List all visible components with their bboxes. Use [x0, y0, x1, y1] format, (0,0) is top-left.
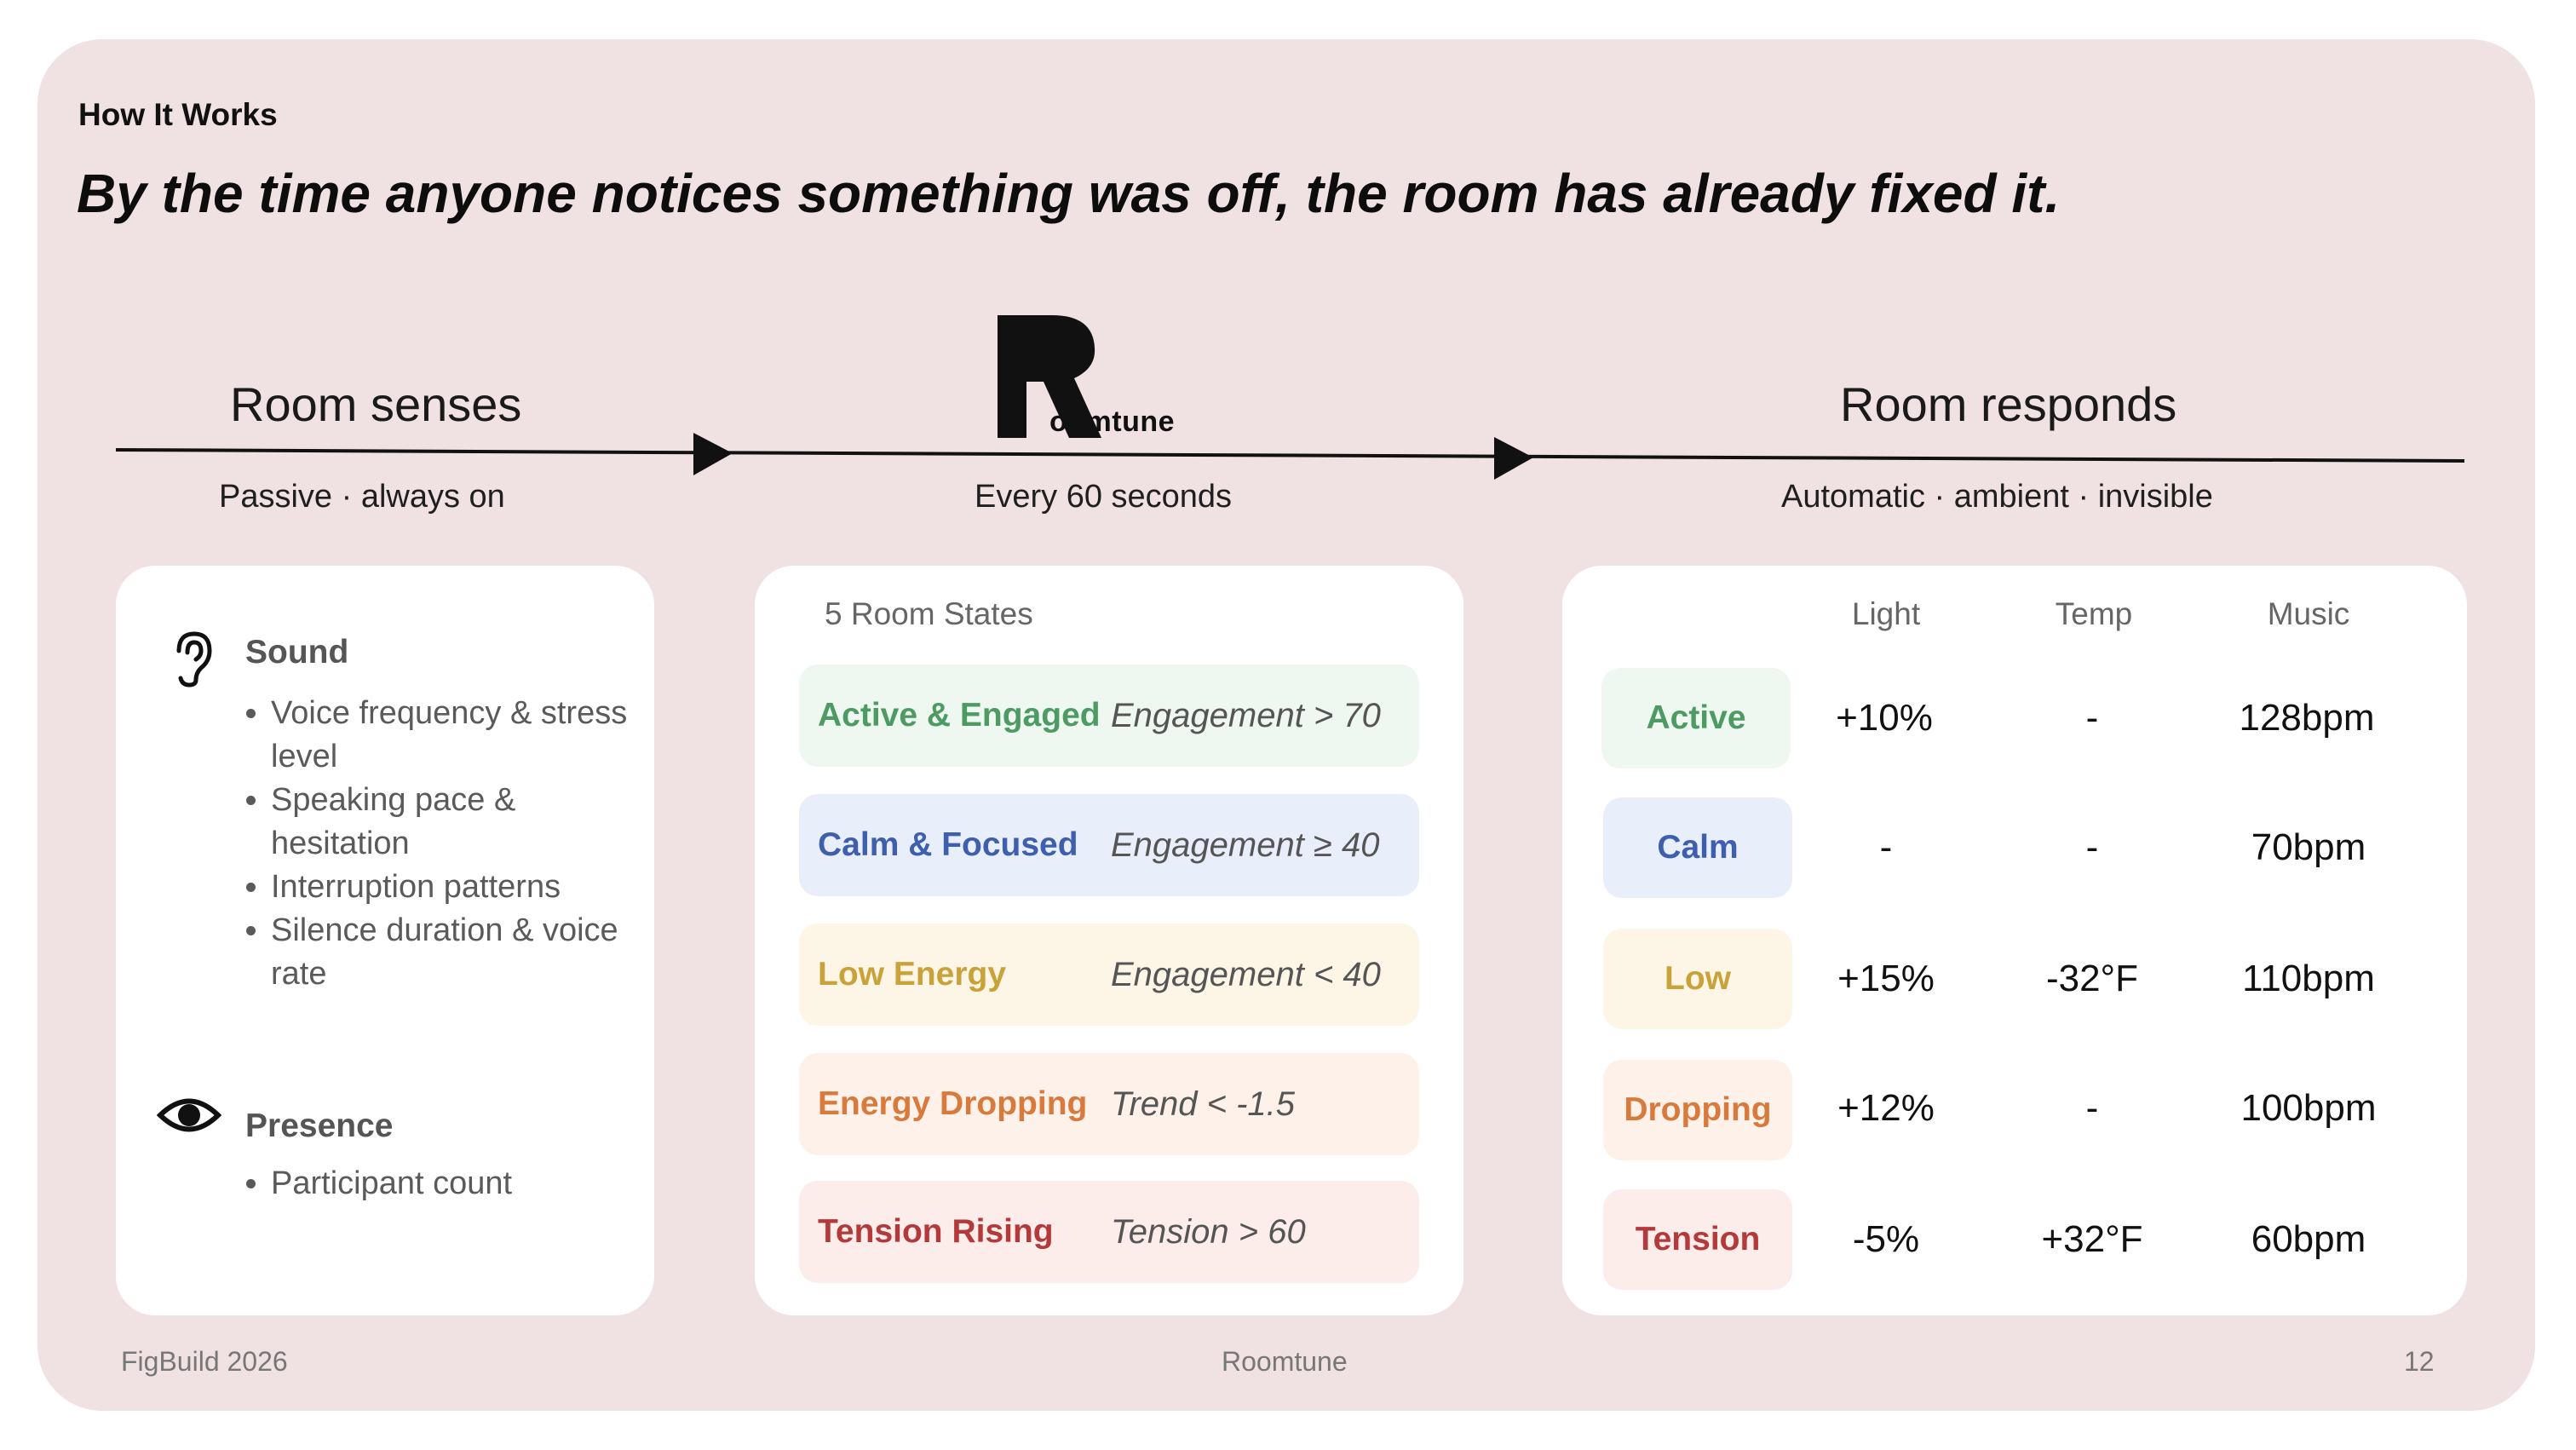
state-rule: Trend < -1.5	[1111, 1085, 1296, 1123]
sound-list	[239, 692, 646, 996]
temp-value: -	[2085, 697, 2099, 739]
state-pill: Calm	[1603, 797, 1792, 898]
column-header-light: Light	[1851, 596, 1921, 631]
list-item: • Silence duration & voice rate	[271, 909, 646, 996]
music-value: 60bpm	[2251, 1218, 2366, 1260]
music-value: 110bpm	[2242, 958, 2375, 999]
light-value: +12%	[1837, 1087, 1935, 1129]
flow-left-label: Room senses	[230, 377, 522, 431]
state-name: Energy Dropping	[818, 1085, 1088, 1122]
page-number: 12	[2404, 1346, 2435, 1377]
eyebrow: How It Works	[78, 97, 278, 132]
music-value: 100bpm	[2240, 1087, 2377, 1129]
logo-text: oomtune	[1049, 406, 1176, 438]
state-name: Active & Engaged	[818, 697, 1101, 734]
state-pill: Tension	[1603, 1189, 1792, 1290]
state-row-low	[799, 924, 1419, 1026]
light-value: -5%	[1852, 1218, 1920, 1260]
light-value: +10%	[1836, 697, 1933, 739]
temp-value: +32°F	[2041, 1218, 2143, 1260]
temp-value: -	[2085, 826, 2099, 868]
ear-icon	[169, 629, 216, 688]
state-rule: Engagement ≥ 40	[1111, 826, 1380, 864]
presence-title: Presence	[245, 1108, 394, 1144]
temp-value: -32°F	[2045, 958, 2139, 999]
state-rule: Tension > 60	[1111, 1213, 1306, 1251]
state-rule: Engagement < 40	[1111, 956, 1381, 993]
music-value: 128bpm	[2239, 697, 2375, 739]
presence-list	[239, 1162, 646, 1205]
light-value: +15%	[1837, 958, 1935, 999]
flow-right-sub: Automatic · ambient · invisible	[1781, 479, 2213, 515]
column-header-music: Music	[2267, 596, 2350, 631]
states-card	[755, 566, 1463, 1315]
light-value: -	[1879, 826, 1893, 868]
flow-center-sub: Every 60 seconds	[975, 479, 1233, 515]
temp-value: -	[2085, 1087, 2099, 1129]
sound-title: Sound	[245, 634, 349, 670]
states-title: 5 Room States	[825, 596, 1033, 631]
headline: By the time anyone notices something was off, the room has already fixed it.	[77, 163, 2061, 224]
state-pill: Active	[1601, 668, 1791, 768]
responses-card	[1562, 566, 2467, 1315]
footer-center: Roomtune	[1222, 1346, 1348, 1377]
eye-icon	[157, 1094, 221, 1136]
state-pill: Low	[1603, 929, 1792, 1029]
list-item: • Participant count	[271, 1162, 646, 1205]
flow-right-label: Room responds	[1840, 377, 2177, 431]
state-name: Tension Rising	[818, 1213, 1054, 1250]
arrow-right-icon	[693, 433, 733, 475]
state-name: Low Energy	[818, 956, 1007, 993]
column-header-temp: Temp	[2055, 596, 2133, 631]
state-row-tension	[799, 1181, 1419, 1283]
list-item: • Interruption patterns	[271, 866, 646, 909]
state-rule: Engagement > 70	[1111, 697, 1381, 734]
state-row-active	[799, 665, 1419, 767]
state-row-calm	[799, 794, 1419, 896]
senses-card	[116, 566, 654, 1315]
state-name: Calm & Focused	[818, 826, 1078, 863]
arrow-right-icon	[1494, 437, 1533, 480]
state-row-dropping	[799, 1053, 1419, 1155]
footer-left: FigBuild 2026	[121, 1346, 288, 1377]
list-item: • Voice frequency & stress level	[271, 692, 646, 779]
music-value: 70bpm	[2251, 826, 2366, 868]
flow-left-sub: Passive · always on	[219, 479, 505, 515]
state-pill: Dropping	[1603, 1060, 1792, 1160]
list-item: • Speaking pace & hesitation	[271, 779, 646, 866]
